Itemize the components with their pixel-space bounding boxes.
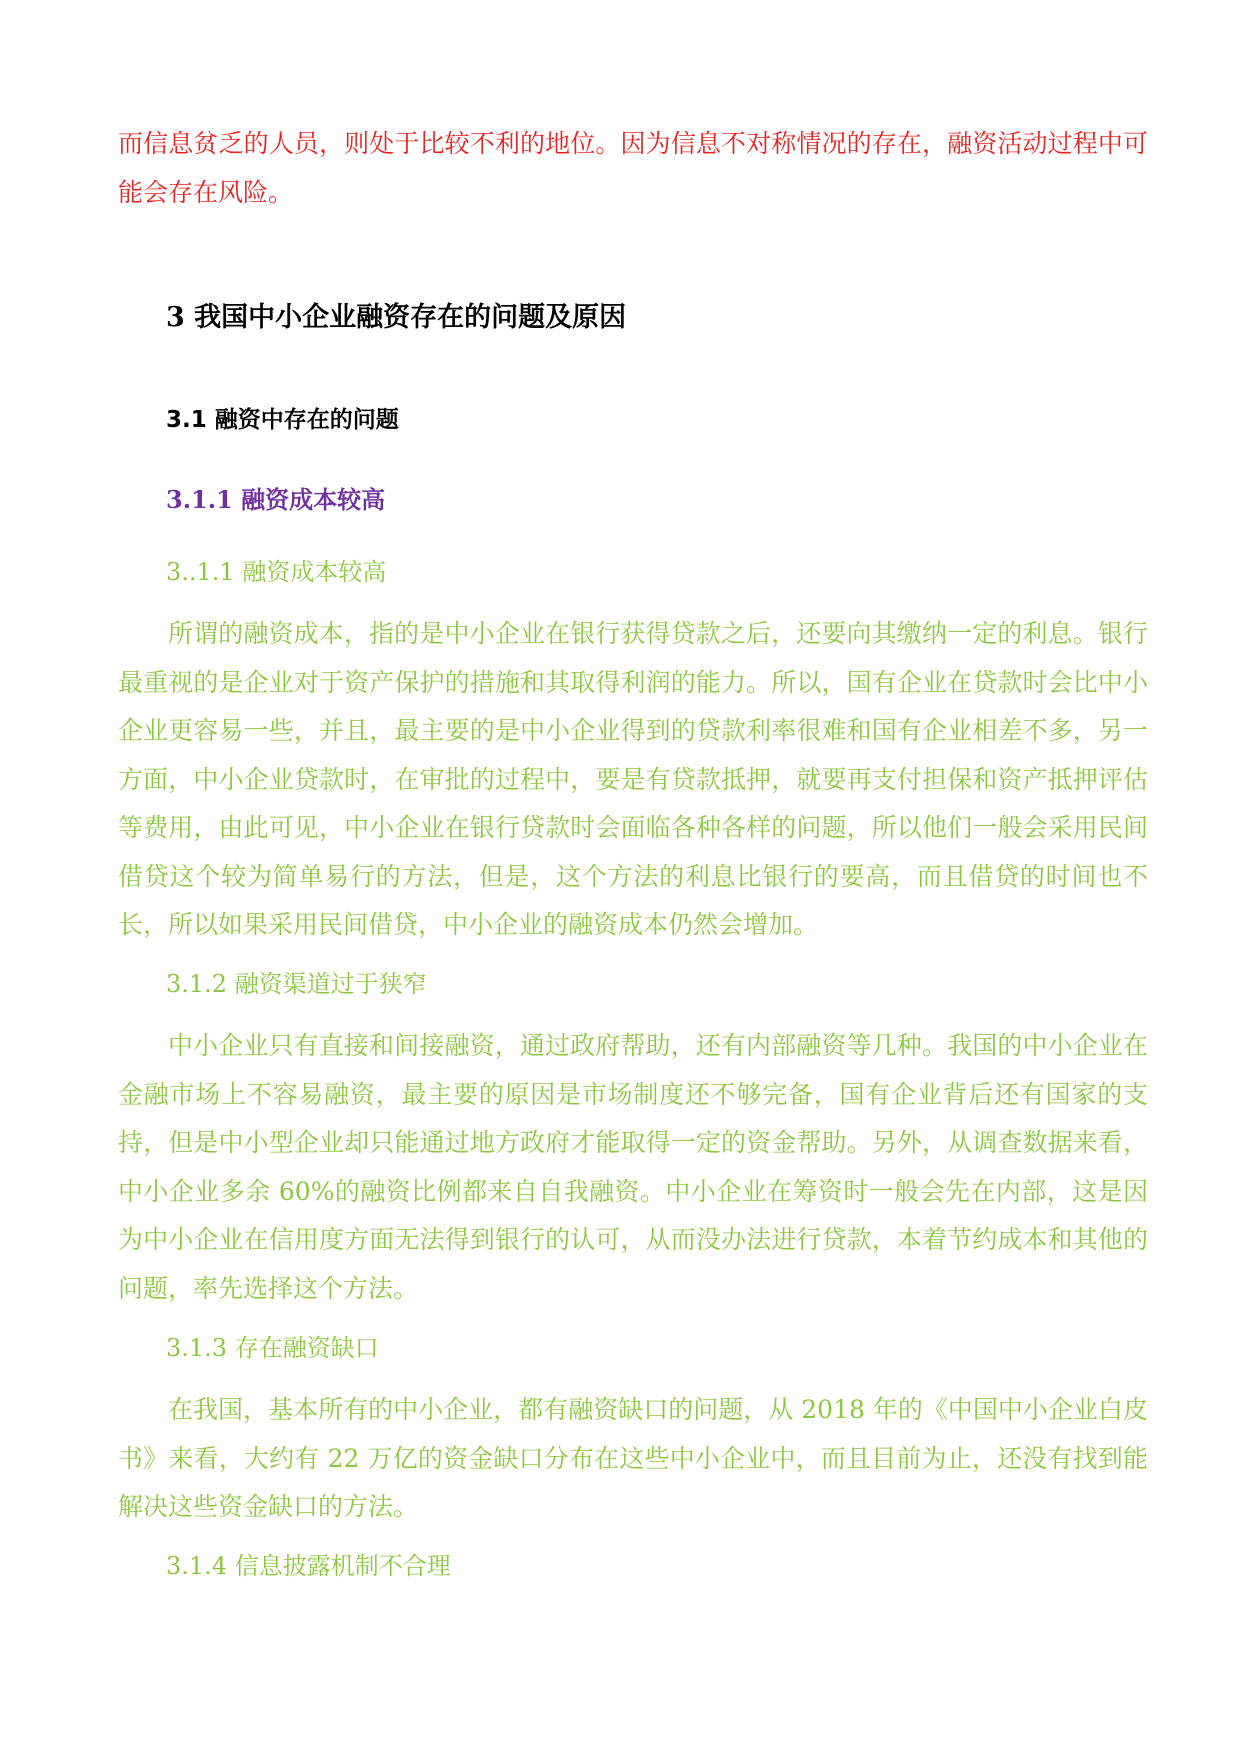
subheading-3-1-3: 3.1.3 存在融资缺口 bbox=[166, 1334, 379, 1362]
paragraph-financing-gap: 在我国，基本所有的中小企业，都有融资缺口的问题，从 2018 年的《中国中小企业白皮书》来看，大约有 22 万亿的资金缺口分布在这些中小企业中，而且目前为止，还没有找到能解决这些资金缺口的方法。 bbox=[118, 1395, 1148, 1521]
section-heading-3-1-1: 3.1.1 融资成本较高 bbox=[166, 485, 386, 514]
subheading-3-1-1-repeat: 3..1.1 融资成本较高 bbox=[166, 558, 387, 586]
section-heading-3: 3 我国中小企业融资存在的问题及原因 bbox=[166, 302, 627, 333]
intro-paragraph: 而信息贫乏的人员，则处于比较不利的地位。因为信息不对称情况的存在，融资活动过程中可能会存在风险。 bbox=[118, 129, 1148, 207]
subheading-3-1-2: 3.1.2 融资渠道过于狭窄 bbox=[166, 970, 427, 998]
paragraph-financing-cost: 所谓的融资成本，指的是中小企业在银行获得贷款之后，还要向其缴纳一定的利息。银行最重视的是企业对于资产保护的措施和其取得利润的能力。所以，国有企业在贷款时会比中小企业更容易一些，并且，最主要的是中小企业得到的贷款利率很难和国有企业相差不多，另一方面，中小企业贷款时，在审批的过程中，要是有贷款抵押，就要再支付担保和资产抵押评估等费用，由此可见，中小企业在银行贷款时会面临各种各样的问题，所以他们一般会采用民间借贷这个较为简单易行的方法，但是，这个方法的利息比银行的要高，而且借贷的时间也不长，所以如果采用民间借贷，中小企业的融资成本仍然会增加。 bbox=[118, 619, 1148, 939]
subheading-3-1-4: 3.1.4 信息披露机制不合理 bbox=[166, 1552, 451, 1580]
paragraph-financing-channel: 中小企业只有直接和间接融资，通过政府帮助，还有内部融资等几种。我国的中小企业在金融市场上不容易融资，最主要的原因是市场制度还不够完备，国有企业背后还有国家的支持，但是中小型企业却只能通过地方政府才能取得一定的资金帮助。另外，从调查数据来看，中小企业多余 60%的融资比例都来自自我融资。中小企业在筹资时一般会先在内部，这是因为中小企业在信用度方面无法得到银行的认可，从而没办法进行贷款，本着节约成本和其他的问题，率先选择这个方法。 bbox=[118, 1031, 1148, 1303]
section-heading-3-1: 3.1 融资中存在的问题 bbox=[166, 407, 399, 433]
